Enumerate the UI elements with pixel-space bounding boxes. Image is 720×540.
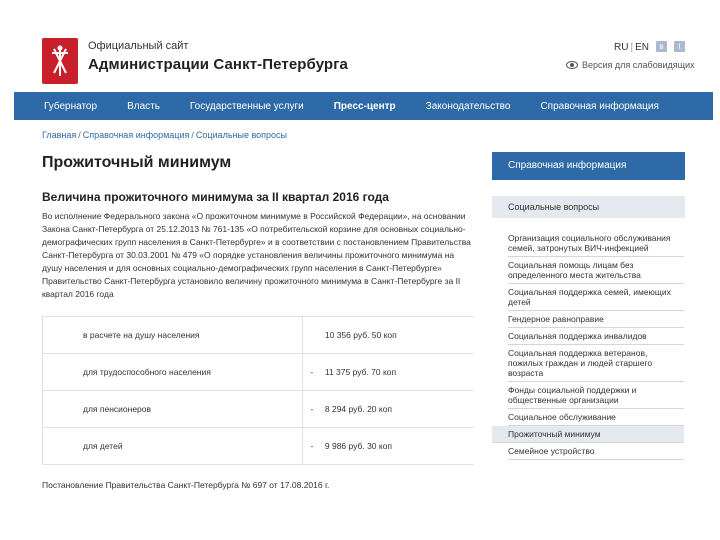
accessibility-link[interactable] xyxy=(566,60,695,70)
table-cell-value: 9 986 руб. 30 коп xyxy=(321,428,474,465)
table-cell-value: 11 375 руб. 70 коп xyxy=(321,354,474,391)
accessibility-label: Версия для слабовидящих xyxy=(582,60,695,70)
main-nav xyxy=(14,92,713,120)
breadcrumb-social-questions[interactable]: Социальные вопросы xyxy=(195,130,287,140)
table-cell-value: 8 294 руб. 20 коп xyxy=(321,391,474,428)
sidebar-item-social-funds[interactable]: Фонды социальной поддержки и общественные организации xyxy=(508,382,684,409)
site-subtitle: Официальный сайт xyxy=(88,40,189,52)
page-title: Прожиточный минимум xyxy=(42,154,232,171)
nav-item-legislation[interactable]: Законодательство xyxy=(425,100,511,112)
vk-icon[interactable]: в xyxy=(656,41,667,52)
sidebar-item-subsistence-minimum[interactable]: Прожиточный минимум xyxy=(492,426,684,443)
sidebar-item-disabled-support[interactable]: Социальная поддержка инвалидов xyxy=(508,328,684,345)
table-row xyxy=(43,317,475,354)
intro-paragraph: Во исполнение Федерального закона «О прожиточном минимуме в Российской Федерации», на основании Закона Санкт-Петербурга от 25.12.2013 № 761-135 «О потребительской корзине для основных социально-демографических групп населения в Санкт-Петербурге» и в соответствии с постановлением Правительства Санкт-Петербурга от 30.03.2001 № 479 «О порядке установления величины прожиточного минимума на душу населения и для основных социально-демографических групп населения в Санкт-Петербурге» Правительство Санкт-Петербурга установило величину прожиточного минимума в Санкт-Петербурге за II квартал 2016 года xyxy=(42,211,471,299)
table-cell-label: для трудоспособного населения xyxy=(43,354,303,391)
site-header xyxy=(14,14,713,92)
table-cell-dash: - xyxy=(302,391,320,428)
breadcrumb: Главная / Справочная информация / Социальные вопросы xyxy=(42,130,287,140)
table-row xyxy=(43,354,475,391)
breadcrumb-home[interactable]: Главная xyxy=(42,130,77,140)
sidebar-heading[interactable]: Справочная информация xyxy=(492,152,685,180)
sidebar-item-family-placement[interactable]: Семейное устройство xyxy=(508,443,684,460)
sidebar-section-social[interactable]: Социальные вопросы xyxy=(492,196,685,218)
table-cell-dash: - xyxy=(302,354,320,391)
subsistence-table xyxy=(42,316,474,465)
eye-icon xyxy=(566,61,578,69)
sidebar-item-gender-equality[interactable]: Гендерное равноправие xyxy=(508,311,684,328)
table-row xyxy=(43,428,475,465)
nav-item-reference-info[interactable]: Справочная информация xyxy=(540,100,659,112)
sidebar-item-homeless-aid[interactable]: Социальная помощь лицам без определенного места жительства xyxy=(508,257,684,284)
sidebar-item-social-service[interactable]: Социальное обслуживание xyxy=(508,409,684,426)
lang-en-link[interactable]: EN xyxy=(635,42,649,53)
coat-of-arms-logo[interactable] xyxy=(42,38,78,84)
page xyxy=(14,14,713,496)
language-switcher: RU | EN xyxy=(614,42,649,53)
page-subtitle: Величина прожиточного минимума за II квартал 2016 года xyxy=(42,190,389,204)
table-cell-value: 10 356 руб. 50 коп xyxy=(321,317,474,354)
footnote-decree: Постановление Правительства Санкт-Петербурга № 697 от 17.08.2016 г. xyxy=(42,480,330,490)
twitter-icon[interactable]: t xyxy=(674,41,685,52)
sidebar-item-veterans-support[interactable]: Социальная поддержка ветеранов, пожилых граждан и людей старшего возраста xyxy=(508,345,684,382)
table-cell-dash xyxy=(302,317,320,354)
table-cell-label: в расчете на душу населения xyxy=(43,317,303,354)
breadcrumb-reference-info[interactable]: Справочная информация xyxy=(82,130,190,140)
nav-item-press-center[interactable]: Пресс-центр xyxy=(333,100,396,112)
table-cell-dash: - xyxy=(302,428,320,465)
sidebar-item-family-support[interactable]: Социальная поддержка семей, имеющих детей xyxy=(508,284,684,311)
lang-ru-link[interactable]: RU xyxy=(614,42,629,53)
site-title[interactable]: Администрации Санкт-Петербурга xyxy=(88,56,348,73)
sidebar-item-hiv-families[interactable]: Организация социального обслуживания семей, затронутых ВИЧ-инфекцией xyxy=(508,230,684,257)
table-cell-label: для пенсионеров xyxy=(43,391,303,428)
nav-item-governor[interactable]: Губернатор xyxy=(44,100,98,112)
nav-item-gov-services[interactable]: Государственные услуги xyxy=(189,100,304,112)
table-row xyxy=(43,391,475,428)
table-cell-label: для детей xyxy=(43,428,303,465)
nav-item-authority[interactable]: Власть xyxy=(127,100,160,112)
sidebar-menu xyxy=(508,230,684,460)
